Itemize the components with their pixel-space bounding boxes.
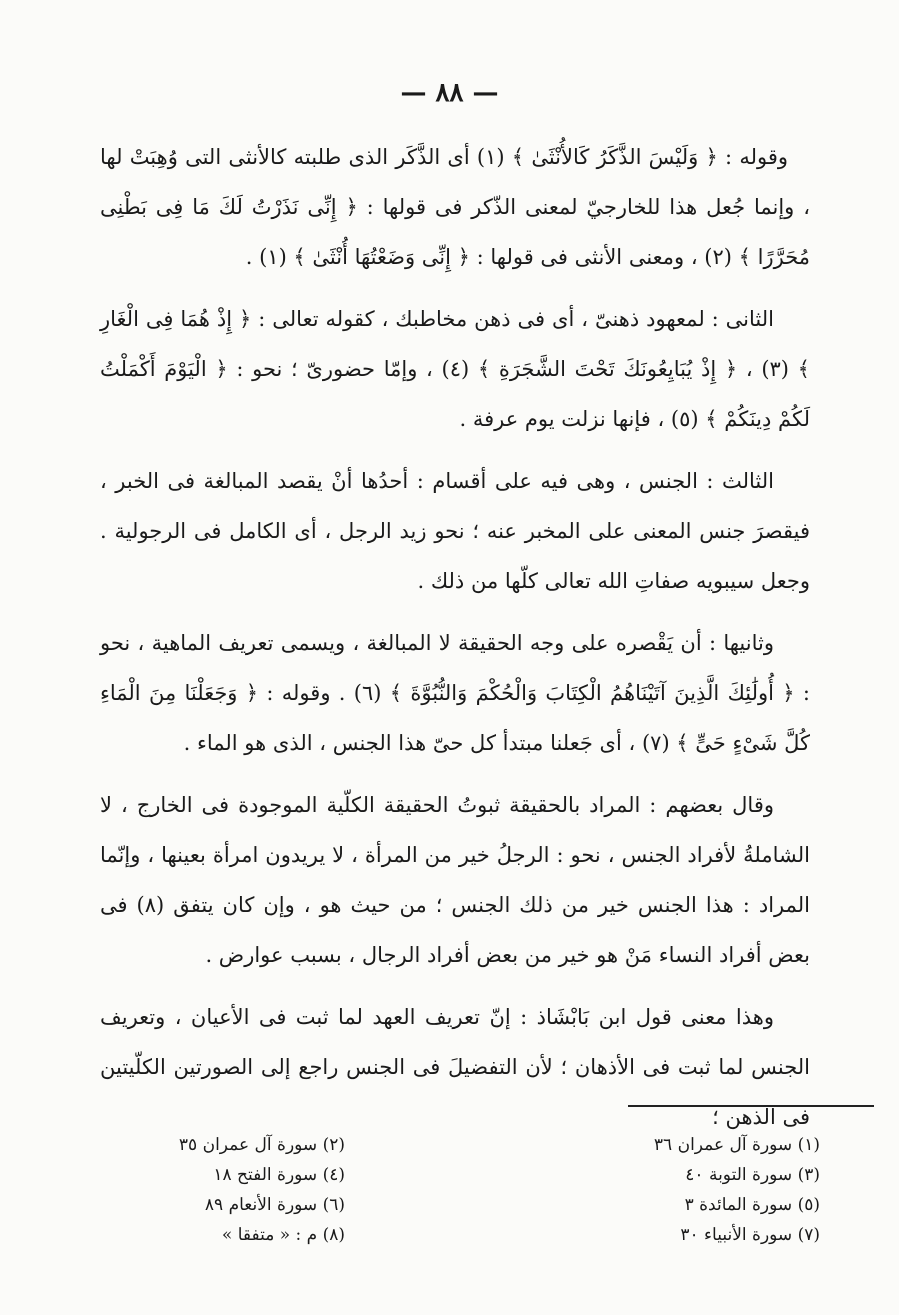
footnote-divider: [628, 1105, 874, 1107]
footnote: (٣) سورة التوبة ٤٠: [685, 1165, 820, 1185]
paragraph: وقال بعضهم : المراد بالحقيقة ثبوتُ الحقيقة الكلّية الموجودة فى الخارج ، لا الشاملةُ لأفراد الجنس ، نحو : الرجلُ خير من المرأة ، لا يريدون امرأة بعينها ، وإنّما المراد : هذا الجنس خير من ذلك الجنس ؛ من حيث هو ، وإن كان يتفق (٨) فى بعض أفراد النساء مَنْ هو خير من بعض أفراد الرجال ، بسبب عوارض .: [100, 793, 810, 967]
footnote: (٨) م : « متفقا »: [221, 1225, 345, 1245]
footnote: (٤) سورة الفتح ١٨: [213, 1165, 345, 1185]
paragraph: الثالث : الجنس ، وهى فيه على أقسام : أحدُها أنْ يقصد المبالغة فى الخبر ، فيقصرَ جنس المعنى على المخبر عنه ؛ نحو زيد الرجل ، أى الكامل فى الرجولية . وجعل سيبويه صفاتِ الله تعالى كلّها من ذلك .: [100, 469, 810, 593]
footnotes: [110, 1130, 820, 1250]
main-text: [100, 132, 810, 1154]
footnote: (٢) سورة آل عمران ٣٥: [178, 1135, 345, 1155]
paragraph: وقوله : ﴿ وَلَيْسَ الذَّكَرُ كَالأُنْثَىٰ ﴾ (١) أى الذَّكَر الذى طلبته كالأنثى التى وُهِبَتْ لها ، وإنما جُعل هذا للخارجيّ لمعنى الذّكر فى قولها : ﴿ إِنِّى نَذَرْتُ لَكَ مَا فِى بَطْنِى مُحَرَّرًا ﴾ (٢) ، ومعنى الأنثى فى قولها : ﴿ إِنِّى وَضَعْتُهَا أُنْثَىٰ ﴾ (١) .: [100, 145, 810, 269]
page-number: — ٨٨ —: [400, 78, 499, 108]
paragraph: وثانيها : أن يَقْصره على وجه الحقيقة لا المبالغة ، ويسمى تعريف الماهية ، نحو : ﴿ أُولَٰئِكَ الَّذِينَ آتَيْنَاهُمُ الْكِتَابَ وَالْحُكْمَ وَالنُّبُوَّةَ ﴾ (٦) . وقوله : ﴿ وَجَعَلْنَا مِنَ الْمَاءِ كُلَّ شَىْءٍ حَىٍّ ﴾ (٧) ، أى جَعلنا مبتدأ كل حىّ هذا الجنس ، الذى هو الماء .: [100, 631, 810, 755]
footnote: (٧) سورة الأنبياء ٣٠: [680, 1225, 820, 1245]
paragraph: الثانى : لمعهود ذهنىّ ، أى فى ذهن مخاطبك ، كقوله تعالى : ﴿ إِذْ هُمَا فِى الْغَارِ ﴾ (٣) ، ﴿ إِذْ يُبَايِعُونَكَ تَحْتَ الشَّجَرَةِ ﴾ (٤) ، وإمّا حضورىّ ؛ نحو : ﴿ الْيَوْمَ أَكْمَلْتُ لَكُمْ دِينَكُمْ ﴾ (٥) ، فإنها نزلت يوم عرفة .: [100, 307, 810, 431]
footnote: (٥) سورة المائدة ٣: [684, 1195, 820, 1215]
footnote: (١) سورة آل عمران ٣٦: [653, 1135, 820, 1155]
paragraph: وهذا معنى قول ابن بَابْشَاذ : إنّ تعريف العهد لما ثبت فى الأعيان ، وتعريف الجنس لما ثبت فى الأذهان ؛ لأن التفضيلَ فى الجنس راجع إلى الصورتين الكلّيتين فى الذهن ؛: [100, 1005, 810, 1129]
footnote: (٦) سورة الأنعام ٨٩: [204, 1195, 345, 1215]
